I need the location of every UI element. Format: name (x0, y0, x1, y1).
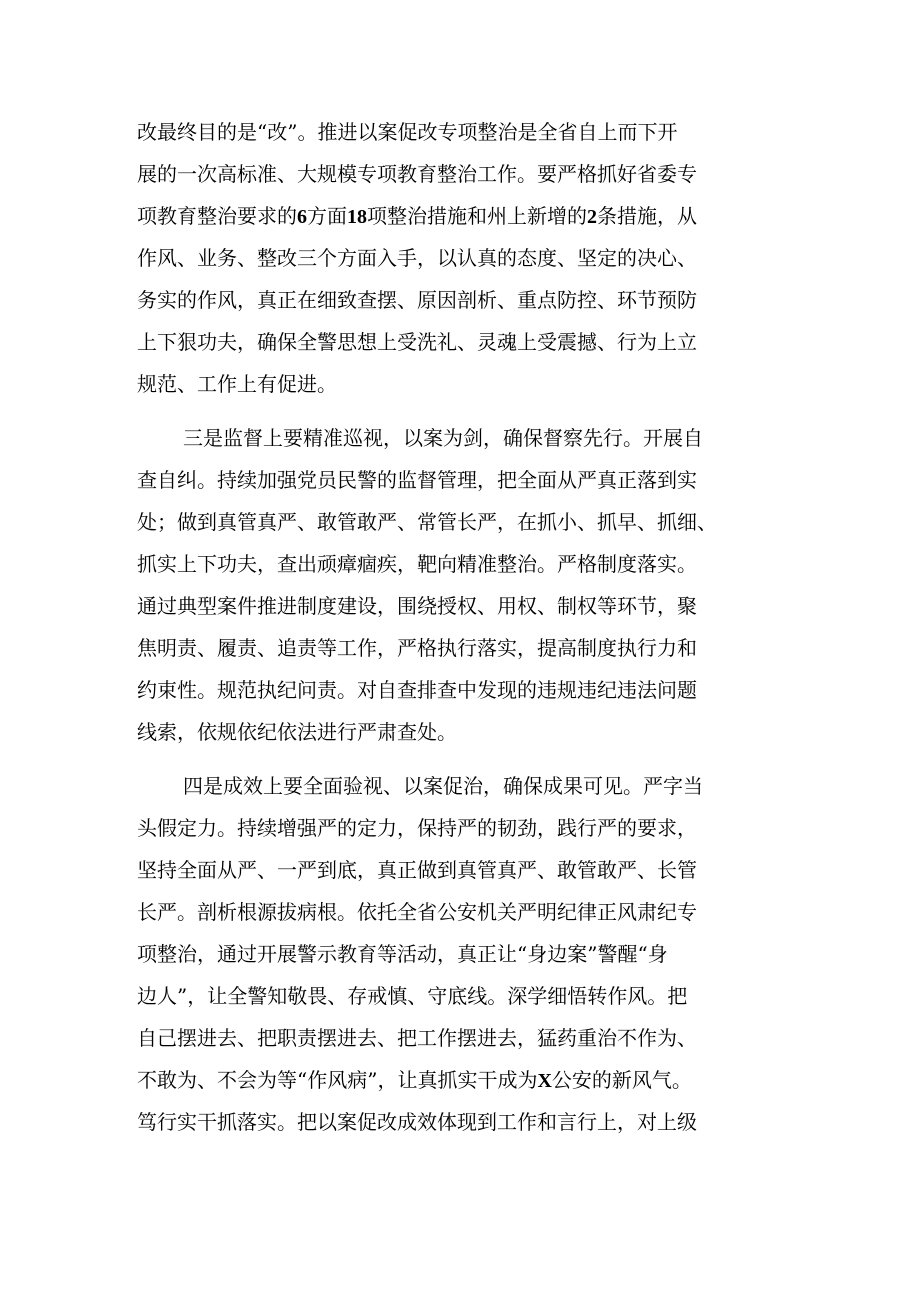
text-line-first: 三是监督上要精准巡视，以案为剑，确保督察先行。开展自 (183, 426, 703, 450)
text-line: 务实的作风，真正在细致查摆、原因剖析、重点防控、环节预防 (137, 288, 697, 312)
text-line: 规范、工作上有促进。 (137, 372, 337, 396)
text-line: 查自纠。持续加强党员民警的监督管理，把全面从严真正落到实 (137, 468, 697, 492)
text-line: 笃行实干抓落实。把以案促改成效体现到工作和言行上，对上级 (137, 1110, 697, 1134)
text-line: 坚持全面从严、一严到底，真正做到真管真严、敢管敢严、长管 (137, 858, 697, 882)
text-line-first: 四是成效上要全面验视、以案促治，确保成果可见。严字当 (183, 774, 703, 798)
text-line: 项整治，通过开展警示教育等活动，真正让“身边案”警醒“身 (137, 942, 668, 966)
text-line: 线索，依规依纪依法进行严肃查处。 (137, 720, 457, 744)
paragraph-spacer (137, 405, 797, 417)
text-line: 展的一次高标准、大规模专项教育整治工作。要严格抓好省委专 (137, 162, 697, 186)
document-body (137, 111, 797, 1143)
paragraph-1 (137, 111, 797, 405)
text-line: 抓实上下功夫，查出顽瘴痼疾，靶向精准整治。严格制度落实。 (137, 552, 697, 576)
text-line: 通过典型案件推进制度建设，围绕授权、用权、制权等环节，聚 (137, 594, 697, 618)
text-line: 项教育整治要求的6方面18项整治措施和州上新增的2条措施，从 (137, 204, 697, 228)
text-line: 处；做到真管真严、敢管敢严、常管长严，在抓小、抓早、抓细、 (137, 510, 717, 534)
text-line: 不敢为、不会为等“作风病”，让真抓实干成为X公安的新风气。 (137, 1068, 692, 1092)
text-line: 作风、业务、整改三个方面入手，以认真的态度、坚定的决心、 (137, 246, 697, 270)
inline-number: X (537, 1070, 552, 1092)
paragraph-2 (137, 417, 797, 753)
text-line: 头假定力。持续增强严的定力，保持严的韧劲，践行严的要求， (137, 816, 697, 840)
inline-number: 18 (347, 206, 367, 228)
paragraph-3 (137, 765, 797, 1143)
text-line: 改最终目的是“改”。推进以案促改专项整治是全省自上而下开 (137, 120, 678, 144)
text-line: 自己摆进去、把职责摆进去、把工作摆进去，猛药重治不作为、 (137, 1026, 697, 1050)
text-line: 上下狠功夫，确保全警思想上受洗礼、灵魂上受震撼、行为上立 (137, 330, 697, 354)
inline-number: 6 (297, 206, 307, 228)
text-line: 长严。剖析根源拔病根。依托全省公安机关严明纪律正风肃纪专 (137, 900, 697, 924)
inline-number: 2 (587, 206, 597, 228)
text-line: 焦明责、履责、追责等工作，严格执行落实，提高制度执行力和 (137, 636, 697, 660)
text-line: 约束性。规范执纪问责。对自查排查中发现的违规违纪违法问题 (137, 678, 697, 702)
paragraph-spacer (137, 753, 797, 765)
text-line: 边人”，让全警知敬畏、存戒慎、守底线。深学细悟转作风。把 (137, 984, 688, 1008)
